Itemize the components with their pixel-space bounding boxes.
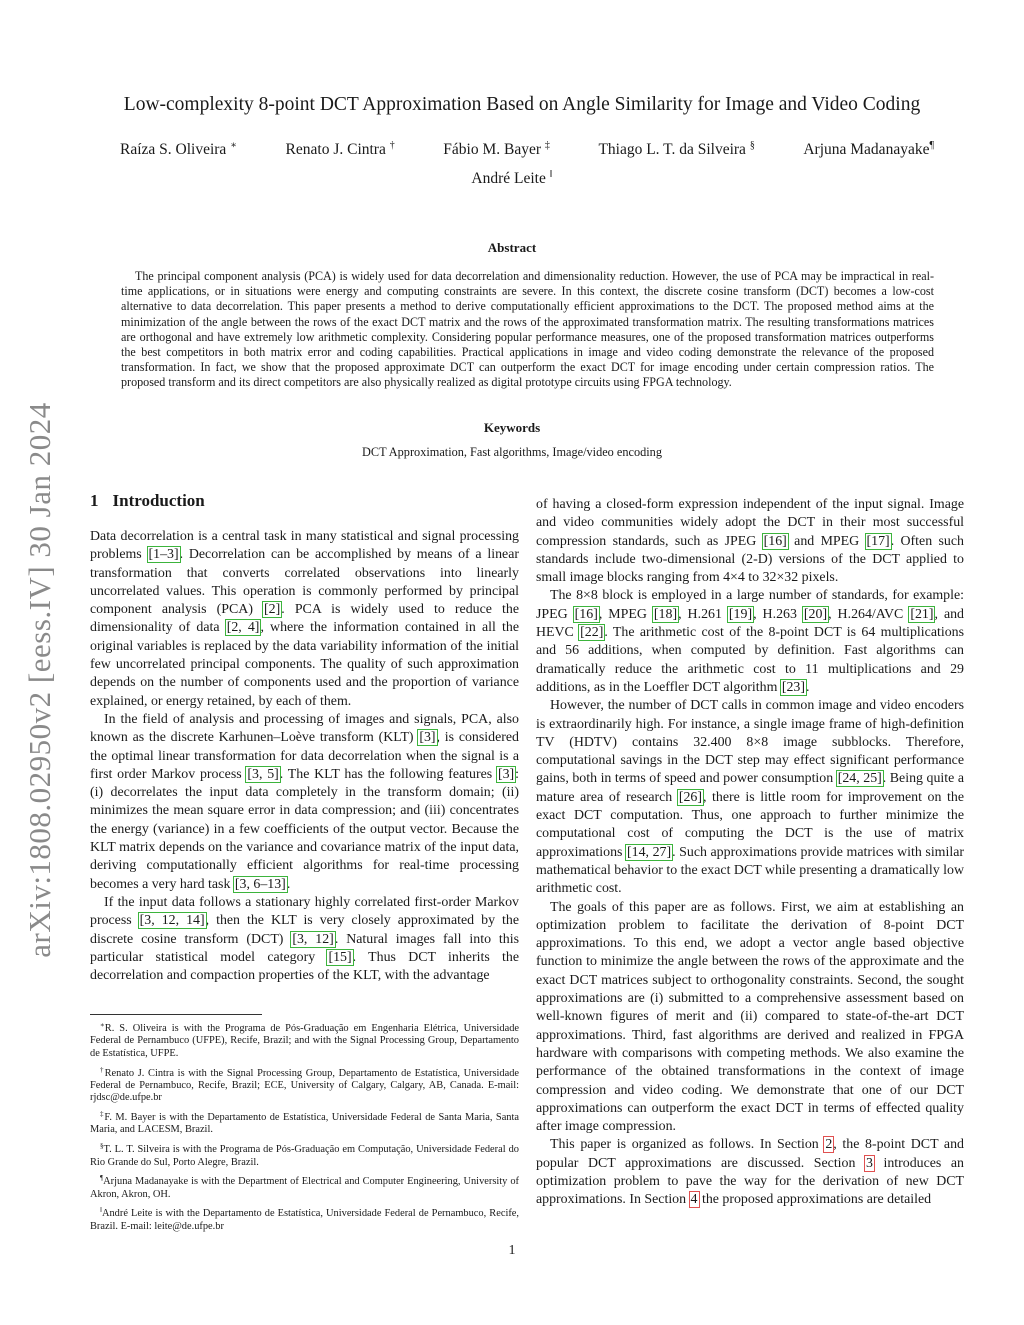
text-run: . <box>806 679 810 695</box>
page-number: 1 <box>508 1243 516 1258</box>
right-column <box>536 496 964 1210</box>
footnote-text: F. M. Bayer is with the Departamento de Estatística, Universidade Federal de Santa Maria, Santa Maria, and LACESM, Brazil. <box>90 1112 520 1136</box>
footnote-mark: § <box>100 1142 104 1151</box>
text-run: However, the number of DCT calls in common image and video encoders is extraordinarily high. For instance, a single image frame of high-definition TV (HDTV) contains 32.400 8×8 image subblocks. Therefore, computational savings in the DCT step may effect significant performance gains, both in terms of speed and power consumption <box>536 698 964 787</box>
text-run: , there is little room for improvement on the exact DCT computation. Thus, one approach to further minimize the computational cost of computing the DCT is the use of matrix approximations <box>536 789 964 860</box>
citation-link[interactable]: [1–3] <box>148 547 179 563</box>
citation-link[interactable]: [20] <box>803 606 828 622</box>
footnote <box>90 1172 519 1201</box>
paragraph <box>90 894 519 985</box>
author-mark: ∗ <box>230 140 237 151</box>
section-number: 1 <box>90 491 99 510</box>
text-run: . <box>286 876 291 892</box>
author-mark: ‖ <box>549 169 553 180</box>
text-run: : (i) decorrelates the input data completely in the transform domain; (ii) minimizes the mean square error in data compression; and (iii) concentrates the energy (variance) in a few coefficients of the output vector. Because the KLT matrix depends on the variance and covariance matrix of the input data, deriving computationally efficient algorithms for real-time processing becomes a very hard task <box>90 766 519 892</box>
citation-link[interactable]: [15] <box>328 949 352 965</box>
citation-link[interactable]: [23] <box>781 679 805 695</box>
footnote-text: R. S. Oliveira is with the Programa de Pós-Graduação em Engenharia Elétrica, Universidade Federal de Pernambuco (UFPE), Recife, Brazil; and with the Signal Processing Group, Departamento de Estatística, UFPE. <box>90 1023 519 1059</box>
text-run: In the field of analysis and processing of images and signals, PCA, also known as the discrete Karhunen–Loève transform (KLT) <box>90 711 519 746</box>
text-run: , H.263 <box>753 606 803 622</box>
text-run: introduces an optimization problem to pave the way for the derivation of new DCT approximations. In Section <box>536 1155 964 1208</box>
author-mark: § <box>749 140 755 151</box>
footnote-mark: † <box>100 1065 105 1074</box>
text-run: The 8×8 block is employed in a large number of standards, for example: JPEG <box>536 588 964 622</box>
footnote-text: T. L. T. Silveira is with the Programa de Pós-Graduação em Computação, Universidade Federal do Rio Grande do Sul, Porto Alegre, Brazil. <box>90 1144 519 1168</box>
citation-link[interactable]: [3, 6–13] <box>234 876 286 892</box>
text-run: and MPEG <box>787 533 866 549</box>
section-link[interactable]: 2 <box>825 1137 833 1153</box>
paragraph <box>536 587 964 697</box>
paragraph <box>536 496 964 587</box>
footnote-mark: ¶ <box>100 1174 104 1183</box>
text-run: Data decorrelation is a central task in many statistical and signal processing problems <box>90 529 519 563</box>
paper-title: Low-complexity 8-point DCT Approximation Based on Angle Similarity for Image and Video Coding <box>123 94 921 115</box>
author-mark: † <box>389 140 395 151</box>
paragraph <box>536 899 964 1137</box>
keywords-heading: Keywords <box>483 420 541 435</box>
text-run: . The arithmetic cost of the 8-point DCT is 64 multiplications and 56 additions, when computed by definition. Fast algorithms can dramatically reduce the arithmetic cost to 11 multiplications and 29 additions, as in the Loeffler DCT algorithm <box>536 625 964 695</box>
text-run: . Thus DCT inherits the decorrelation and compaction properties of the KLT, with the advantage <box>90 949 520 984</box>
author-name: Arjuna Madanayake <box>803 141 930 158</box>
citation-link[interactable]: [21] <box>910 606 934 622</box>
author-name: Fábio M. Bayer <box>443 141 542 158</box>
text-run: If the input data follows a stationary highly correlated first-order Markov process <box>90 894 519 929</box>
arxiv-stamp-text: arXiv:1808.02950v2 [eess.IV] 30 Jan 2024 <box>22 402 57 958</box>
text-run: the proposed approximations are detailed <box>698 1192 932 1208</box>
author-list <box>120 140 934 159</box>
author-name: Raíza S. Oliveira <box>120 141 227 158</box>
author-3 <box>443 140 550 159</box>
footnote-mark: ‡ <box>100 1110 105 1119</box>
keywords-text: DCT Approximation, Fast algorithms, Image/video encoding <box>362 445 662 459</box>
text-run: , and HEVC <box>536 606 965 641</box>
footnotes <box>90 1019 519 1236</box>
author-name: Renato J. Cintra <box>285 141 386 158</box>
paragraph <box>536 697 964 898</box>
text-run: of having a closed-form expression independent of the input signal. Image and video communities widely adopt the DCT in their most successful compression standards, such as JPEG <box>536 497 964 549</box>
citation-link[interactable]: [16] <box>574 606 598 622</box>
text-run: , H.264/AVC <box>828 606 910 622</box>
citation-link[interactable]: [19] <box>728 606 753 622</box>
text-run: , is considered the optimal linear transformation for data decorrelation when the signal is a first order Markov process <box>90 730 519 782</box>
paragraph <box>90 711 519 894</box>
text-run: . Such approximations provide matrices with similar mathematical behavior to the exact DCT while presenting a dramatically low arithmetic cost. <box>536 844 965 897</box>
citation-link[interactable]: [2, 4] <box>226 620 260 636</box>
section-link[interactable]: 3 <box>865 1155 873 1171</box>
citation-link[interactable]: [14, 27] <box>627 844 672 860</box>
footnote <box>90 1064 519 1105</box>
footnote <box>90 1204 519 1233</box>
citation-link[interactable]: [3, 12] <box>292 931 334 947</box>
footnote <box>90 1108 519 1137</box>
text-run: , the 8-point DCT and popular DCT approximations are discussed. Section <box>536 1137 964 1171</box>
citation-link[interactable]: [3, 5] <box>247 766 279 782</box>
text-run: , then the KLT is very closely approximated by the discrete cosine transform (DCT) <box>90 913 519 947</box>
section-title: Introduction <box>112 491 205 510</box>
footnote-mark: ‖ <box>100 1206 102 1215</box>
text-run: , where the information contained in all the original variables is replaced by the data variability information of the initial few uncorrelated principal components. The quality of such approximation depends on the number of components used and the proportion of variance explained, or energy retained, by each of them. <box>90 620 519 709</box>
author-mark: ¶ <box>929 140 934 151</box>
author-name: André Leite <box>471 170 546 187</box>
author-6 <box>0 169 1024 188</box>
text-run: This paper is organized as follows. In Section <box>550 1137 825 1153</box>
text-run: . Often such standards include two-dimensional (2-D) versions of the DCT applied to small image blocks ranging from 4×4 to 32×32 pixels. <box>536 533 964 586</box>
citation-link[interactable]: [2] <box>264 602 281 618</box>
author-4 <box>598 140 754 159</box>
author-5 <box>803 140 934 159</box>
text-run: . The KLT has the following features <box>279 766 497 782</box>
text-run: . Being quite a mature area of research <box>536 771 964 805</box>
citation-link[interactable]: [24, 25] <box>837 771 882 787</box>
abstract-heading: Abstract <box>487 240 537 255</box>
citation-link[interactable]: [16] <box>763 533 787 549</box>
section-link[interactable]: 4 <box>690 1192 698 1208</box>
text-run: . Natural images fall into this particular statistical model category <box>90 931 519 965</box>
citation-link[interactable]: [3, 12, 14] <box>139 913 205 929</box>
text-run: , H.261 <box>678 606 728 622</box>
footnote-mark: ∗ <box>100 1021 105 1029</box>
citation-link[interactable]: [3] <box>419 730 436 746</box>
paragraph <box>90 528 519 711</box>
footnote-text: Arjuna Madanayake is with the Department of Electrical and Computer Engineering, University of Akron, Akron, OH. <box>90 1176 519 1200</box>
footnote-text: André Leite is with the Departamento de Estatística, Universidade Federal de Pernambuco, Recife, Brazil. E-mail: leite@de.ufpe.br <box>90 1208 519 1232</box>
citation-link[interactable]: [18] <box>653 606 678 622</box>
footnote-text: Renato J. Cintra is with the Signal Processing Group, Departamento de Estatística, Universidade Federal de Pernambuco, Recife, Brazil; ECE, University of Calgary, Calgary, AB, Canada. E-mail: rjdsc@de.ufpe.br <box>90 1067 520 1104</box>
left-column <box>90 528 519 985</box>
paragraph <box>536 1136 964 1209</box>
text-run: . Decorrelation can be accomplished by means of a linear transformation that converts correlated observations into linearly uncorrelated values. This operation is commonly performed by principal component analysis (PCA) <box>90 547 520 618</box>
author-name: Thiago L. T. da Silveira <box>598 141 746 158</box>
text-run: , MPEG <box>598 606 653 622</box>
footnote-rule <box>90 1014 262 1015</box>
footnote <box>90 1140 519 1169</box>
citation-link[interactable]: [3] <box>497 766 515 782</box>
abstract-text: The principal component analysis (PCA) is widely used for data decorrelation and dimensionality reduction. However, the use of PCA may be impractical in real-time applications, or in situations were energy and computing constraints are severe. In this context, the discrete cosine transform (DCT) becomes a low-cost alternative to data decorrelation. This paper presents a method to derive computationally efficient approximations to the DCT. The proposed method aims at the minimization of the angle between the rows of the exact DCT matrix and the rows of the approximated transformation matrix. The resulting transformations matrices are orthogonal and have extremely low arithmetic complexity. Considering popular performance measures, one of the proposed transformation matrices outperforms the best competitors in both matrix error and coding capabilities. Practical applications in image and video coding demonstrate the relevance of the proposed transformation. In fact, we show that the proposed approximate DCT can outperform the exact DCT for image encoding under certain compression ratios. The proposed transform and its direct competitors are also physically realized as digital prototype circuits using FPGA technology. <box>121 269 934 390</box>
text-run: . PCA is widely used to reduce the dimensionality of data <box>90 602 519 636</box>
citation-link[interactable]: [17] <box>866 533 890 549</box>
citation-link[interactable]: [26] <box>678 789 702 805</box>
footnote <box>90 1019 519 1060</box>
author-mark: ‡ <box>544 140 550 151</box>
author-1 <box>120 140 237 159</box>
section-heading <box>90 491 205 511</box>
text-run: The goals of this paper are as follows. First, we aim at establishing an optimization problem to facilitate the derivation of 8-point DCT approximations. To this end, we adopt a vector angle based objective function to minimize the angle between the rows of the approximate and the exact DCT matrices subject to orthogonality constraints. Second, the sought approximations are (i) submitted to a comprehensive assessment based on well-known figures of merit and (ii) compared to state-of-the-art DCT approximations. Third, fast algorithms are derived and realized in FPGA hardware with comparisons with competing methods. We also examine the performance of the obtained transformations in the context of image compression and video coding. We demonstrate that one of our DCT approximations can outperform the exact DCT in terms of effected quality after image compression. <box>536 899 964 1135</box>
author-2 <box>286 140 395 159</box>
citation-link[interactable]: [22] <box>580 625 604 641</box>
